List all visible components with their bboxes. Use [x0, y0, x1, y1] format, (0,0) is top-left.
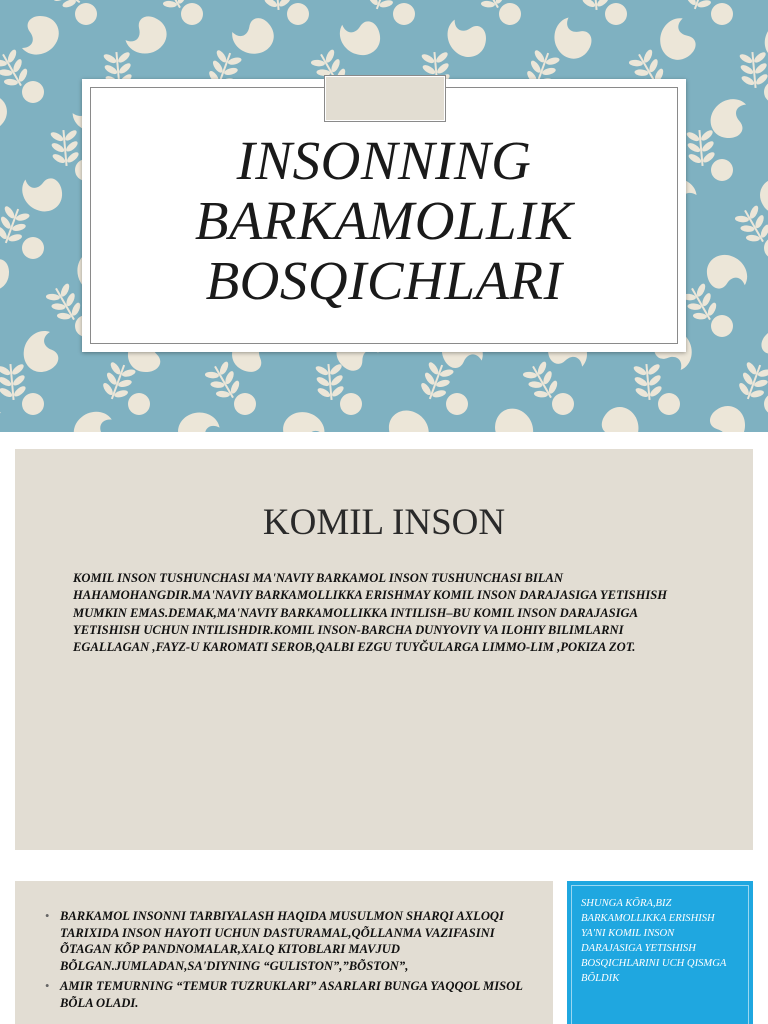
paisley-shape-path	[172, 405, 223, 432]
leaf	[103, 63, 118, 76]
paisley-shape	[0, 253, 10, 291]
leaf	[647, 373, 662, 387]
pattern-dot	[446, 393, 468, 415]
pattern-dot	[711, 3, 733, 25]
pattern-dot	[764, 81, 768, 103]
leaf	[435, 61, 450, 75]
leaf-sprig	[314, 362, 346, 401]
bullet-item	[45, 978, 525, 1011]
leaf	[700, 128, 715, 142]
leaf	[754, 72, 768, 86]
leaf	[700, 139, 715, 153]
leaf	[697, 0, 712, 9]
leaf	[163, 0, 178, 8]
title-card	[82, 79, 686, 352]
paisley-shape-path	[15, 326, 67, 378]
leaf	[629, 59, 644, 67]
leaf	[11, 373, 26, 387]
bullet-marker: •	[45, 909, 50, 923]
slide-heading: KOMIL INSON	[262, 502, 506, 543]
leaf	[315, 375, 330, 388]
paisley-shape-path	[228, 10, 281, 63]
paisley-shape	[72, 410, 112, 432]
leaf	[330, 384, 345, 398]
pattern-dot	[75, 3, 97, 25]
paisley-shape	[595, 401, 647, 432]
leaf	[11, 362, 26, 376]
leaf	[49, 130, 64, 143]
slide-title: INSONNING BARKAMOLLIK BOSQICHLARI	[194, 130, 574, 311]
leaf	[523, 371, 538, 379]
leaf	[735, 215, 750, 223]
leaf	[311, 59, 326, 67]
leaf	[685, 130, 700, 143]
pattern-dot	[499, 3, 521, 25]
leaf	[528, 381, 543, 389]
leaf	[746, 234, 761, 242]
pattern-dot	[393, 3, 415, 25]
leaf-sprig	[734, 360, 768, 404]
leaf	[316, 386, 331, 399]
leaf	[0, 386, 14, 399]
slide-paragraph: KOMIL INSON TUSHUNCHASI MA'NAVIY BARKAMOL INSON TUSHUNCHASI BILAN HAHAMOHANGDIR.MA'NAVIY BARKAMOLLIKKA ERISHMAY KOMIL INSON DARAJASIGA YETISHISH MUMKIN EMAS.DEMAK,MA'NAVIY BARKAMOLLIKKA INTILISH–BU KOMIL INSON DARAJASIGA YETISHISH UCHUN INTILISHDIR.KOMIL INSON-BARCHA DUNYOVIY VA ILOHIY BILIMLARNI EGALLAGAN ,FAYZ-U KAROMATI SEROB,QALBI EZGU TUYĞULARGA LIMMO-LIM ,POKIZA ZOT.	[73, 571, 668, 655]
paisley-shape-path	[447, 19, 487, 57]
title-slide	[0, 0, 768, 432]
leaf	[634, 69, 649, 77]
paisley-shape	[651, 14, 704, 67]
leaf	[117, 50, 132, 64]
leaf	[481, 0, 496, 8]
paisley-shape-path	[547, 15, 598, 65]
side-note-text: SHUNGA KÕRA,BIZ BARKAMOLLIKKA ERISHISH YA'NI KOMIL INSON DARAJASIGA YETISHISH BOSQICHLARINI UCH QISMGA BÕLDIK	[581, 898, 727, 984]
paisley-shape	[15, 326, 67, 378]
pattern-dot	[181, 3, 203, 25]
leaf	[739, 63, 754, 76]
paisley-shape	[228, 10, 281, 63]
paisley-shape-path	[22, 16, 59, 55]
leaf	[687, 152, 702, 165]
leaf	[62, 0, 77, 9]
bullet-text: AMIR TEMURNING “TEMUR TUZRUKLARI” ASARLARI BUNGA YAQQOL MISOL BÕLA OLADI.	[60, 979, 523, 1010]
leaf	[647, 362, 662, 376]
paisley-shape	[0, 407, 11, 432]
pattern-dot	[764, 393, 768, 415]
bullet-item	[45, 908, 525, 974]
leaf	[4, 78, 19, 86]
paisley-shape	[172, 405, 223, 432]
leaf-sprig	[738, 50, 768, 89]
leaf	[65, 150, 80, 164]
pattern-dot	[340, 393, 362, 415]
paisley-shape	[336, 13, 385, 61]
leaf	[687, 303, 702, 311]
leaf	[329, 362, 344, 376]
paisley-shape-path	[595, 401, 647, 432]
pattern-dot	[287, 3, 309, 25]
paisley-shape-path	[702, 248, 751, 296]
bullet-marker: •	[45, 979, 50, 994]
paisley-shape	[754, 322, 768, 375]
leaf	[263, 0, 278, 9]
pattern-dot	[711, 159, 733, 181]
leaf	[57, 312, 72, 320]
leaf	[46, 293, 61, 301]
leaf	[632, 364, 647, 377]
leaf	[753, 50, 768, 64]
leaf-sprig	[0, 362, 28, 401]
paisley-shape-path	[709, 98, 749, 140]
paisley-shape	[547, 15, 598, 65]
paisley-shape-path	[651, 14, 704, 67]
leaf	[633, 375, 648, 388]
pattern-dot	[552, 393, 574, 415]
paisley-shape	[19, 171, 66, 217]
leaf	[314, 364, 329, 377]
leaf	[581, 0, 596, 9]
paisley-shape	[447, 19, 487, 57]
leaf	[740, 225, 755, 233]
paisley-shape	[702, 248, 751, 296]
leaf	[0, 69, 13, 77]
paisley-shape-path	[701, 399, 754, 432]
leaf	[50, 141, 65, 154]
side-note-box	[567, 881, 753, 1024]
pattern-dot	[22, 81, 44, 103]
leaf-sprig	[732, 203, 768, 249]
leaf	[205, 371, 220, 379]
pattern-dot	[234, 393, 256, 415]
leaf	[51, 303, 66, 311]
bullet-text: BARKAMOL INSONNI TARBIYALASH HAQIDA MUSULMON SHARQI AXLOQI TARIXIDA INSON HAYOTI UCHUN DASTURAMAL,QÕLLANMA VAZIFASINI ÕTAGAN KÕP PANDNOMALAR,XALQ KITOBLARI MAVJUD BÕLGAN.JUMLADAN,SA'DIYNING “GULISTON”,”BÕSTON”,	[60, 909, 504, 973]
paisley-shape-path	[19, 171, 66, 217]
paisley-shape-path	[123, 11, 172, 61]
paisley-shape-path	[493, 407, 536, 432]
pattern-dot	[605, 3, 627, 25]
leaf	[51, 152, 66, 165]
bullet-list	[45, 908, 525, 1016]
paisley-shape-path	[0, 253, 10, 291]
leaf	[64, 128, 79, 142]
leaf	[701, 150, 716, 164]
pattern-dot	[658, 393, 680, 415]
leaf	[634, 386, 649, 399]
paisley-shape-path	[72, 410, 112, 432]
leaf	[117, 61, 132, 75]
paisley-shape	[385, 405, 432, 432]
leaf	[421, 63, 436, 76]
leaf	[435, 50, 450, 64]
paisley-shape	[123, 11, 172, 61]
paisley-shape-path	[336, 13, 385, 61]
pattern-dot	[22, 237, 44, 259]
pattern-dot	[711, 315, 733, 337]
pattern-dot	[764, 237, 768, 259]
leaf-sprig	[632, 362, 664, 401]
paisley-shape	[701, 399, 754, 432]
leaf	[740, 74, 755, 87]
bullet-slide	[15, 881, 553, 1024]
paisley-shape-path	[754, 322, 768, 375]
leaf-sprig	[685, 128, 717, 167]
leaf	[329, 373, 344, 387]
paisley-shape-path	[0, 407, 11, 432]
leaf	[693, 312, 708, 320]
leaf	[648, 384, 663, 398]
paisley-shape	[22, 16, 59, 55]
paisley-shape-path	[276, 403, 329, 432]
paisley-shape-path	[0, 90, 11, 136]
pattern-dot	[128, 393, 150, 415]
leaf	[12, 384, 27, 398]
pattern-dot	[22, 393, 44, 415]
title-card-tab	[325, 76, 445, 121]
leaf	[102, 52, 117, 65]
paisley-shape	[709, 98, 749, 140]
leaf-sprig	[49, 128, 81, 167]
leaf	[210, 381, 225, 389]
leaf	[686, 141, 701, 154]
paisley-shape	[0, 90, 11, 136]
leaf	[379, 0, 394, 9]
leaf	[534, 390, 549, 398]
paisley-shape	[493, 407, 536, 432]
paisley-shape	[276, 403, 329, 432]
leaf	[753, 61, 768, 75]
leaf	[738, 52, 753, 65]
komil-inson-slide	[15, 449, 753, 850]
leaf	[420, 52, 435, 65]
leaf	[216, 390, 231, 398]
leaf	[64, 139, 79, 153]
paisley-shape-path	[385, 405, 432, 432]
